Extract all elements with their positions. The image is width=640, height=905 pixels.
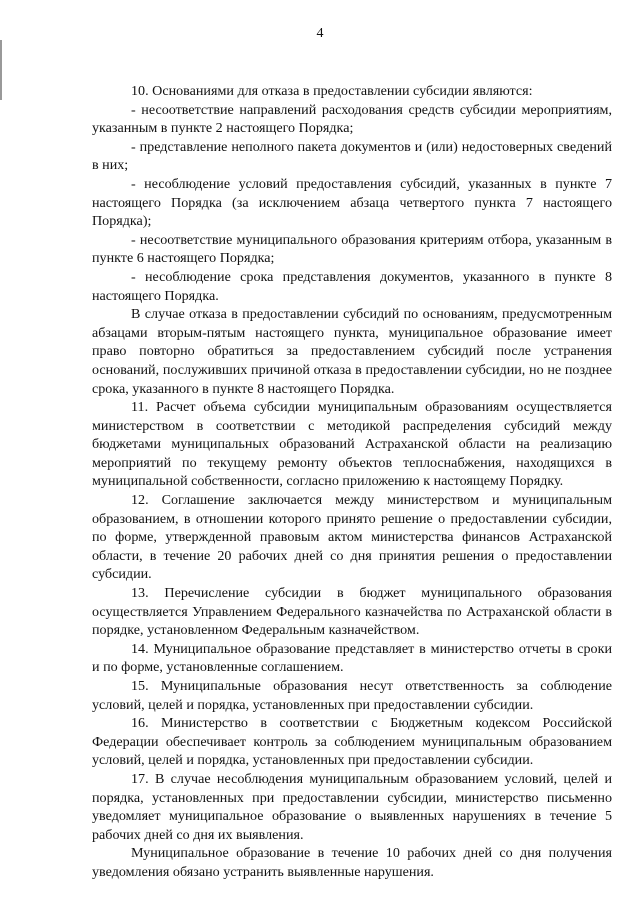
- paragraph-17-remedy: Муниципальное образование в течение 10 рабочих дней со дня получения уведомления обязано устранить выявленные нарушения.: [92, 845, 612, 880]
- paragraph-11: 11. Расчет объема субсидии муниципальным образованиям осуществляется министерством в соответствии с методикой распределения субсидий между бюджетами муниципальных образований Астраханской области на реализацию мероприятий по текущему ремонту объектов теплоснабжения, находящихся в муниципальной собственности, согласно приложению к настоящему Порядку.: [92, 399, 612, 490]
- document-body: [92, 82, 612, 882]
- paragraph-10-item-4: - несоответствие муниципального образования критериям отбора, указанным в пункте 6 настоящего Порядка;: [92, 231, 612, 267]
- paragraph-12: 12. Соглашение заключается между министерством и муниципальным образованием, в отношении которого принято решение о предоставлении субсидии, по форме, утвержденной правовым актом министерства финансов Астраханской области, в течение 20 рабочих дней со дня принятия решения о предоставлении субсидии.: [92, 492, 612, 583]
- paragraph-10-item-2: - представление неполного пакета документов и (или) недостоверных сведений в них;: [92, 138, 612, 174]
- paragraph-10-heading: 10. Основаниями для отказа в предоставлении субсидии являются:: [131, 83, 533, 99]
- scan-edge-mark: [0, 40, 2, 100]
- paragraph-17: 17. В случае несоблюдения муниципальным образованием условий, целей и порядка, установленных при предоставлении субсидии, министерство письменно уведомляет муниципальное образование о выявленных нарушениях в течение 5 рабочих дней со дня их выявления.: [92, 770, 612, 843]
- paragraph-10-item-1: - несоответствие направлений расходования средств субсидии мероприятиям, указанным в пункте 2 настоящего Порядка;: [92, 101, 612, 137]
- paragraph-14: 14. Муниципальное образование представляет в министерство отчеты в сроки и по форме, установленные соглашением.: [92, 640, 612, 676]
- paragraph-13: 13. Перечисление субсидии в бюджет муниципального образования осуществляется Управлением Федерального казначейства по Астраханской области в порядке, установленном Федеральным казначейством.: [92, 585, 612, 639]
- paragraph-10-item-3: - несоблюдение условий предоставления субсидий, указанных в пункте 7 настоящего Порядка (за исключением абзаца четвертого пункта 7 настоящего Порядка);: [92, 175, 612, 230]
- paragraph-10-refusal: В случае отказа в предоставлении субсидий по основаниям, предусмотренным абзацами вторым-пятым настоящего пункта, муниципальное образование имеет право повторно обратиться за предоставлением субсидий после устранения оснований, послуживших причиной отказа в предоставлении субсидии, но не позднее срока, указанного в пункте 8 настоящего Порядка.: [92, 306, 612, 397]
- page-number: 4: [316, 26, 324, 41]
- paragraph-16: 16. Министерство в соответствии с Бюджетным кодексом Российской Федерации обеспечивает контроль за соблюдением муниципальным образованием условий, целей и порядка, установленных при предоставлении субсидии.: [92, 715, 612, 769]
- paragraph-15: 15. Муниципальные образования несут ответственность за соблюдение условий, целей и порядка, установленных при предоставлении субсидии.: [92, 678, 612, 713]
- paragraph-10-item-5: - несоблюдение срока представления документов, указанного в пункте 8 настоящего Порядка.: [92, 268, 612, 304]
